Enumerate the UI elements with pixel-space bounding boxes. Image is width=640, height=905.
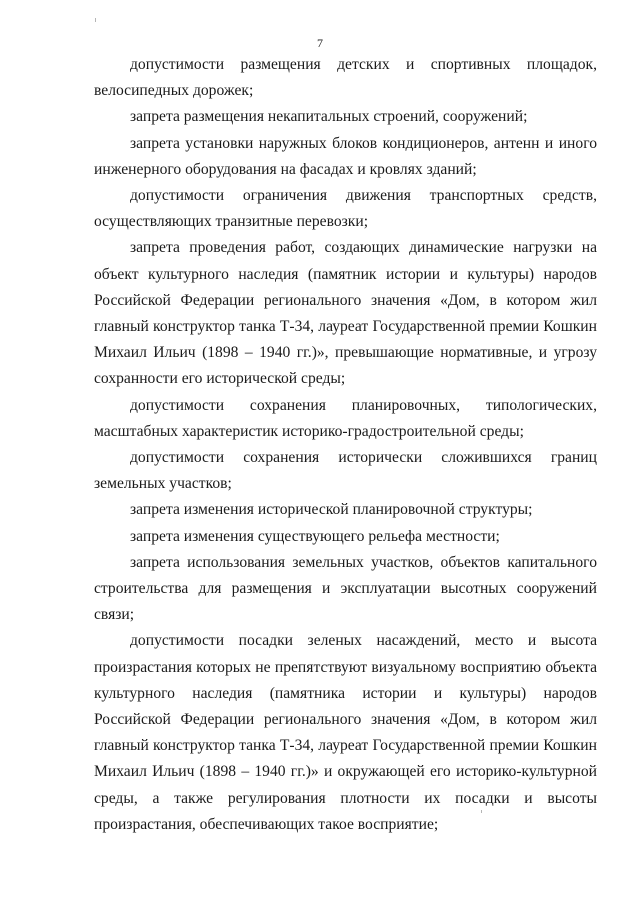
paragraph-4: допустимости ограничения движения транспортных средств, осуществляющих транзитные перевозки; (94, 187, 597, 231)
paragraph-1: допустимости размещения детских и спортивных площадок, велосипедных дорожек; (94, 56, 597, 100)
paragraph-9: запрета изменения существующего рельефа местности; (130, 527, 500, 545)
paragraph-10: запрета использования земельных участков, объектов капитального строительства для размещения и эксплуатации высотных сооружений связи; (94, 553, 597, 624)
paragraph-7: допустимости сохранения исторически сложившихся границ земельных участков; (94, 449, 597, 493)
paragraph-8: запрета изменения исторической планировочной структуры; (130, 501, 533, 519)
paragraph-2: запрета размещения некапитальных строений, сооружений; (130, 108, 528, 126)
paragraph-6: допустимости сохранения планировочных, типологических, масштабных характеристик историко-градостроительной среды; (94, 396, 597, 440)
page-number: 7 (317, 36, 323, 50)
paragraph-11: допустимости посадки зеленых насаждений, место и высота произрастания которых не препятствуют визуальному восприятию объекта культурного наследия (памятника истории и культуры) народов Российской Федерации регионального значения «Дом, в котором жил главный конструктор танка Т-34, лауреат Государственной премии Кошкин Михаил Ильич (1898 – 1940 гг.)» и окружающей его историко-культурной среды, а также регулирования плотности их посадки и высоты произрастания, обеспечивающих такое восприятие; (94, 632, 597, 833)
scan-mark-top-left (95, 18, 96, 22)
paragraph-3: запрета установки наружных блоков кондиционеров, антенн и иного инженерного оборудования на фасадах и кровлях зданий; (94, 134, 597, 178)
paragraph-5: запрета проведения работ, создающих динамические нагрузки на объект культурного наследия (памятник истории и культуры) народов Российской Федерации регионального значения «Дом, в котором жил главный конструктор танка Т-34, лауреат Государственной премии Кошкин Михаил Ильич (1898 – 1940 гг.)», превышающие нормативные, и угрозу сохранности его исторической среды; (94, 239, 597, 388)
document-body (94, 52, 597, 838)
